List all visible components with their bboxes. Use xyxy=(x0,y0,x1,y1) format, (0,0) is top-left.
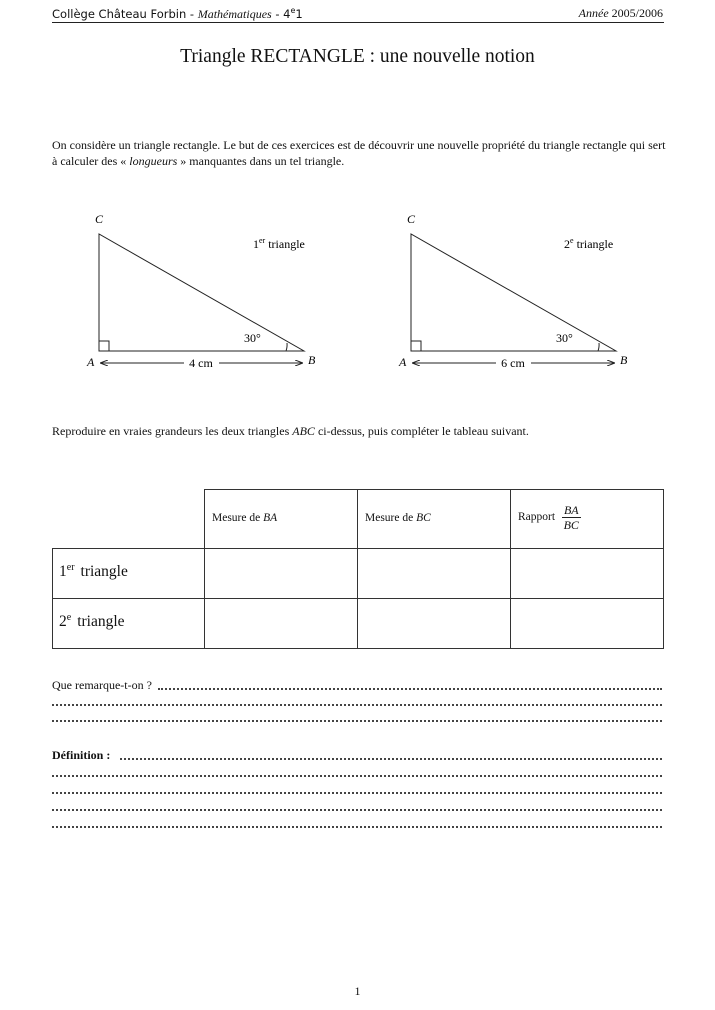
fraction-numerator: BA xyxy=(563,503,579,517)
header-rule xyxy=(52,22,664,23)
header-var: BA xyxy=(263,512,278,524)
intro-part2: » manquantes dans un tel triangle. xyxy=(180,154,345,168)
subject: Mathématiques xyxy=(197,6,272,21)
triangle-2 xyxy=(398,212,628,370)
triangle-figures xyxy=(0,200,715,380)
row-label-2 xyxy=(59,612,125,631)
angle-label: 30° xyxy=(244,331,261,345)
dotted-fill xyxy=(52,720,662,722)
question-text: Que remarque-t-on ? xyxy=(52,678,152,692)
class-num: 1 xyxy=(295,6,303,21)
triangle-2-label xyxy=(564,236,613,251)
header-year xyxy=(579,6,663,21)
triangle-1-label xyxy=(253,236,305,251)
label-word: triangle xyxy=(268,237,305,251)
cell-bc-1[interactable] xyxy=(358,549,510,598)
header-text: Mesure de xyxy=(365,512,414,524)
header-text: Mesure de xyxy=(212,512,261,524)
angle-arc xyxy=(286,343,287,351)
header-var: BC xyxy=(416,512,431,524)
vertex-c: C xyxy=(95,212,104,226)
answer-line[interactable] xyxy=(52,695,662,709)
label-sup: er xyxy=(259,236,266,245)
right-angle-mark xyxy=(411,341,421,351)
dotted-fill xyxy=(52,826,662,828)
definition-label: Définition : xyxy=(52,748,111,762)
answer-line[interactable] xyxy=(52,711,662,725)
instruction-part1: Reproduire en vraies grandeurs les deux triangles xyxy=(52,424,290,438)
vertex-c: C xyxy=(407,212,416,226)
year-value: 2005/2006 xyxy=(611,6,663,20)
cell-ratio-2[interactable] xyxy=(511,599,663,648)
triangle-1 xyxy=(86,212,316,370)
instruction xyxy=(52,424,529,439)
dotted-fill xyxy=(52,809,662,811)
definition-answer-line[interactable] xyxy=(52,783,662,797)
header-text: Rapport xyxy=(518,511,556,524)
dotted-fill xyxy=(158,688,662,690)
definition-answer-line[interactable] xyxy=(52,817,662,831)
header-school xyxy=(52,6,303,22)
header-measure-ba xyxy=(212,512,277,524)
dotted-fill xyxy=(52,704,662,706)
intro-emph: longueurs xyxy=(129,154,178,168)
class-prefix: - 4 xyxy=(275,6,291,21)
row-sup: e xyxy=(66,612,72,623)
triangle-1-shape xyxy=(99,234,304,351)
angle-arc xyxy=(598,343,599,351)
angle-label: 30° xyxy=(556,331,573,345)
vertex-a: A xyxy=(87,355,95,369)
cell-bc-2[interactable] xyxy=(358,599,510,648)
row-sup: er xyxy=(66,562,75,573)
row-num: 1 xyxy=(59,563,67,580)
question-line[interactable] xyxy=(52,679,662,693)
right-angle-mark xyxy=(99,341,109,351)
school-name: Collège Château Forbin - xyxy=(52,6,195,21)
cell-ratio-1[interactable] xyxy=(511,549,663,598)
dotted-fill xyxy=(52,775,662,777)
page-title: Triangle RECTANGLE : une nouvelle notion xyxy=(180,46,535,67)
instruction-part2: ci-dessus, puis compléter le tableau suivant. xyxy=(317,424,529,438)
cell-ba-2[interactable] xyxy=(205,599,357,648)
label-sup: e xyxy=(570,236,574,245)
vertex-b: B xyxy=(308,353,316,367)
definition-answer-line[interactable] xyxy=(52,766,662,780)
vertex-b: B xyxy=(620,353,628,367)
intro-paragraph xyxy=(52,137,666,169)
dotted-fill xyxy=(120,758,662,760)
triangle-2-shape xyxy=(411,234,616,351)
ratio-fraction xyxy=(562,503,581,532)
cell-ba-1[interactable] xyxy=(205,549,357,598)
fraction-denominator: BC xyxy=(563,518,579,532)
label-num: 1 xyxy=(253,237,259,251)
intro-part1: On considère un triangle rectangle. Le but de ces exercices est de découvrir une nouvelle propriété du triangle rectangle qui sert à calculer des « xyxy=(52,138,666,168)
instruction-emph: ABC xyxy=(292,424,315,438)
length-label: 4 cm xyxy=(189,356,213,370)
label-word: triangle xyxy=(576,237,614,251)
header-measure-bc xyxy=(365,512,431,524)
row-num: 2 xyxy=(59,613,67,630)
label-num: 2 xyxy=(564,237,570,251)
header-ratio xyxy=(518,503,581,532)
row-word: triangle xyxy=(80,563,128,580)
row-label-1 xyxy=(59,562,128,581)
length-label: 6 cm xyxy=(501,356,525,370)
definition-answer-line[interactable] xyxy=(52,800,662,814)
row-word: triangle xyxy=(77,613,125,630)
dotted-fill xyxy=(52,792,662,794)
page-number: 1 xyxy=(354,984,361,998)
definition-line[interactable] xyxy=(52,749,662,763)
class-sup: e xyxy=(290,6,296,15)
vertex-a: A xyxy=(399,355,407,369)
year-label: Année xyxy=(578,6,609,20)
